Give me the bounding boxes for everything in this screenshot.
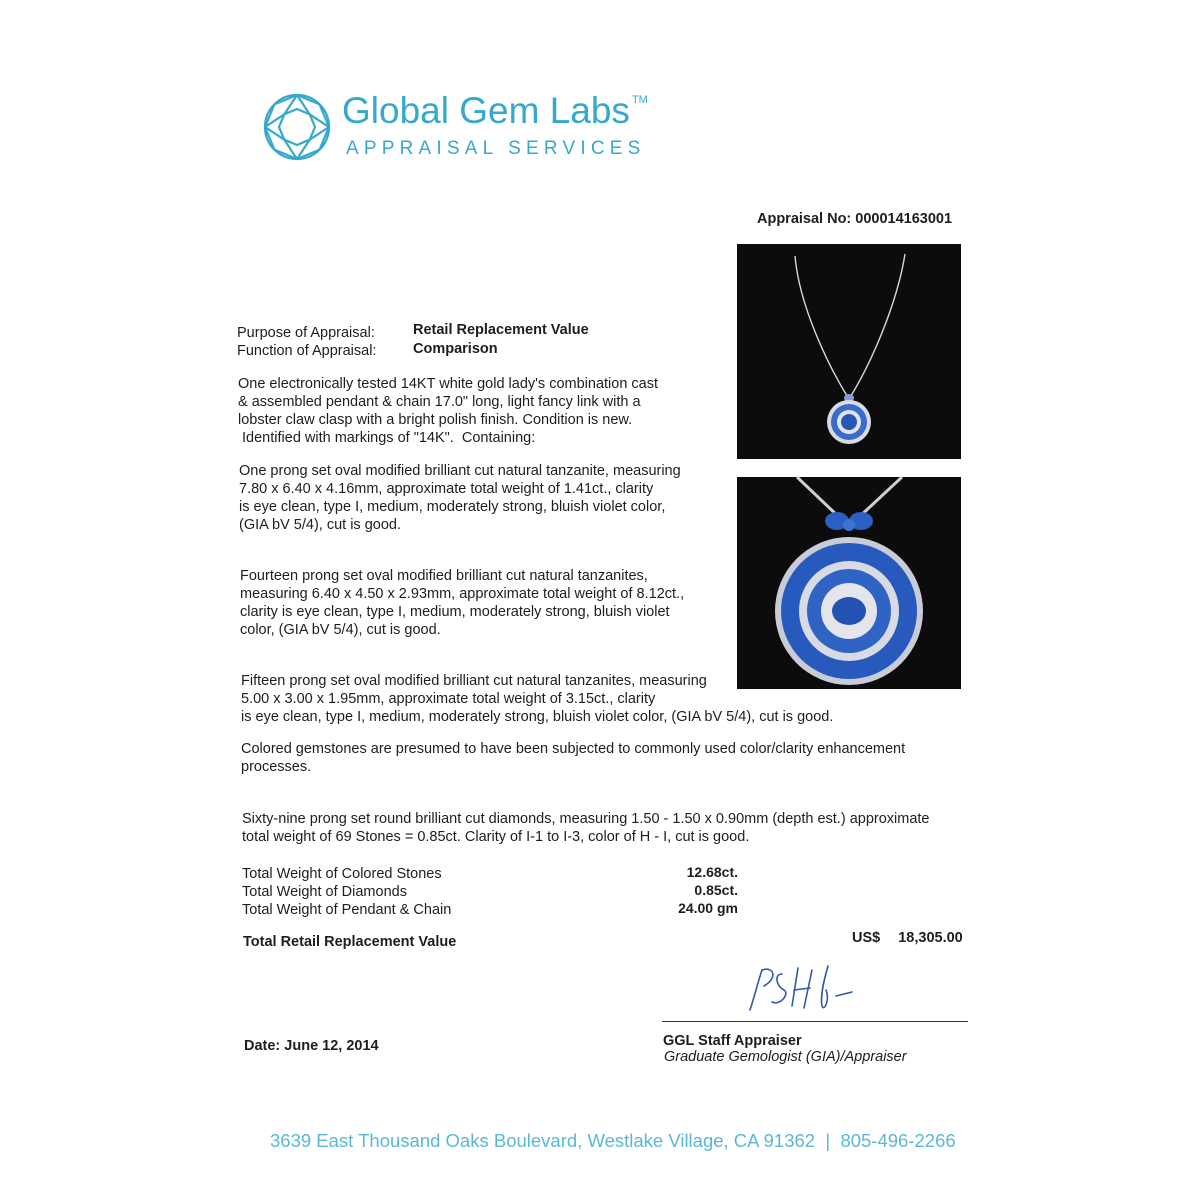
weights-values — [640, 863, 738, 917]
weight-value: 24.00 gm — [678, 900, 738, 916]
appraiser-name: GGL Staff Appraiser — [663, 1033, 802, 1049]
pendant-closeup-photo — [737, 477, 961, 689]
function-label: Function of Appraisal: — [237, 343, 377, 359]
diamonds-description: Sixty-nine prong set round brilliant cut diamonds, measuring 1.50 - 1.50 x 0.90mm (depth est.) approximate total weight of 69 Stones = 0.85ct. Clarity of I-1 to I-3, color of H - I, cut is good. — [242, 811, 930, 845]
weight-value: 12.68ct. — [686, 864, 738, 880]
function-value: Comparison — [413, 341, 498, 357]
trademark-mark: TM — [631, 94, 648, 106]
total-value-amount — [852, 930, 963, 946]
purpose-label: Purpose of Appraisal: — [237, 325, 375, 341]
signature-line — [662, 1021, 968, 1022]
item-description: One electronically tested 14KT white gold lady's combination cast & assembled pendant & chain 17.0" long, light fancy link with a lobster claw clasp with a bright polish finish. Condition is new. Identified with markings of "14K". Containing: — [238, 376, 659, 446]
amount: 18,305.00 — [898, 930, 963, 946]
tanzanite-center-description: One prong set oval modified brilliant cut natural tanzanite, measuring 7.80 x 6.40 x 4.16mm, approximate total weight of 1.41ct., clarity is eye clean, type I, medium, moderately strong, bluish violet color, (GIA bV 5/4), cut is good. — [239, 463, 681, 533]
purpose-value: Retail Replacement Value — [413, 322, 589, 338]
appraiser-title: Graduate Gemologist (GIA)/Appraiser — [664, 1049, 907, 1065]
total-value-label: Total Retail Replacement Value — [243, 934, 457, 950]
appraisal-number: Appraisal No: 000014163001 — [757, 211, 953, 227]
necklace-photo — [737, 244, 961, 459]
footer-address: 3639 East Thousand Oaks Boulevard, Westlake Village, CA 91362 | 805-496-2266 — [270, 1130, 956, 1151]
appraisal-date: Date: June 12, 2014 — [244, 1038, 379, 1054]
appraiser-signature — [740, 960, 870, 1020]
enhancement-note: Colored gemstones are presumed to have been subjected to commonly used color/clarity enhancement processes. — [241, 741, 906, 775]
tanzanite-fifteen-description: Fifteen prong set oval modified brilliant cut natural tanzanites, measuring 5.00 x 3.00 x 1.95mm, approximate total weight of 3.15ct., clarity is eye clean, type I, medium, moderately strong, bluish violet color, (GIA bV 5/4), cut is good. — [241, 673, 834, 725]
weight-value: 0.85ct. — [694, 882, 738, 898]
gem-logo-icon — [262, 92, 332, 162]
tanzanite-fourteen-description: Fourteen prong set oval modified brilliant cut natural tanzanites, measuring 6.40 x 4.50 x 2.93mm, approximate total weight of 8.12ct., clarity is eye clean, type I, medium, moderately strong, bluish violet color, (GIA bV 5/4), cut is good. — [240, 568, 685, 638]
brand-subtitle: APPRAISAL SERVICES — [346, 138, 646, 159]
weight-label: Total Weight of Pendant & Chain — [242, 902, 452, 918]
weight-label: Total Weight of Diamonds — [242, 884, 407, 900]
weight-label: Total Weight of Colored Stones — [242, 866, 442, 882]
currency: US$ — [852, 930, 881, 946]
brand-name: Global Gem Labs ™ — [342, 90, 648, 131]
weights-labels — [242, 865, 451, 919]
